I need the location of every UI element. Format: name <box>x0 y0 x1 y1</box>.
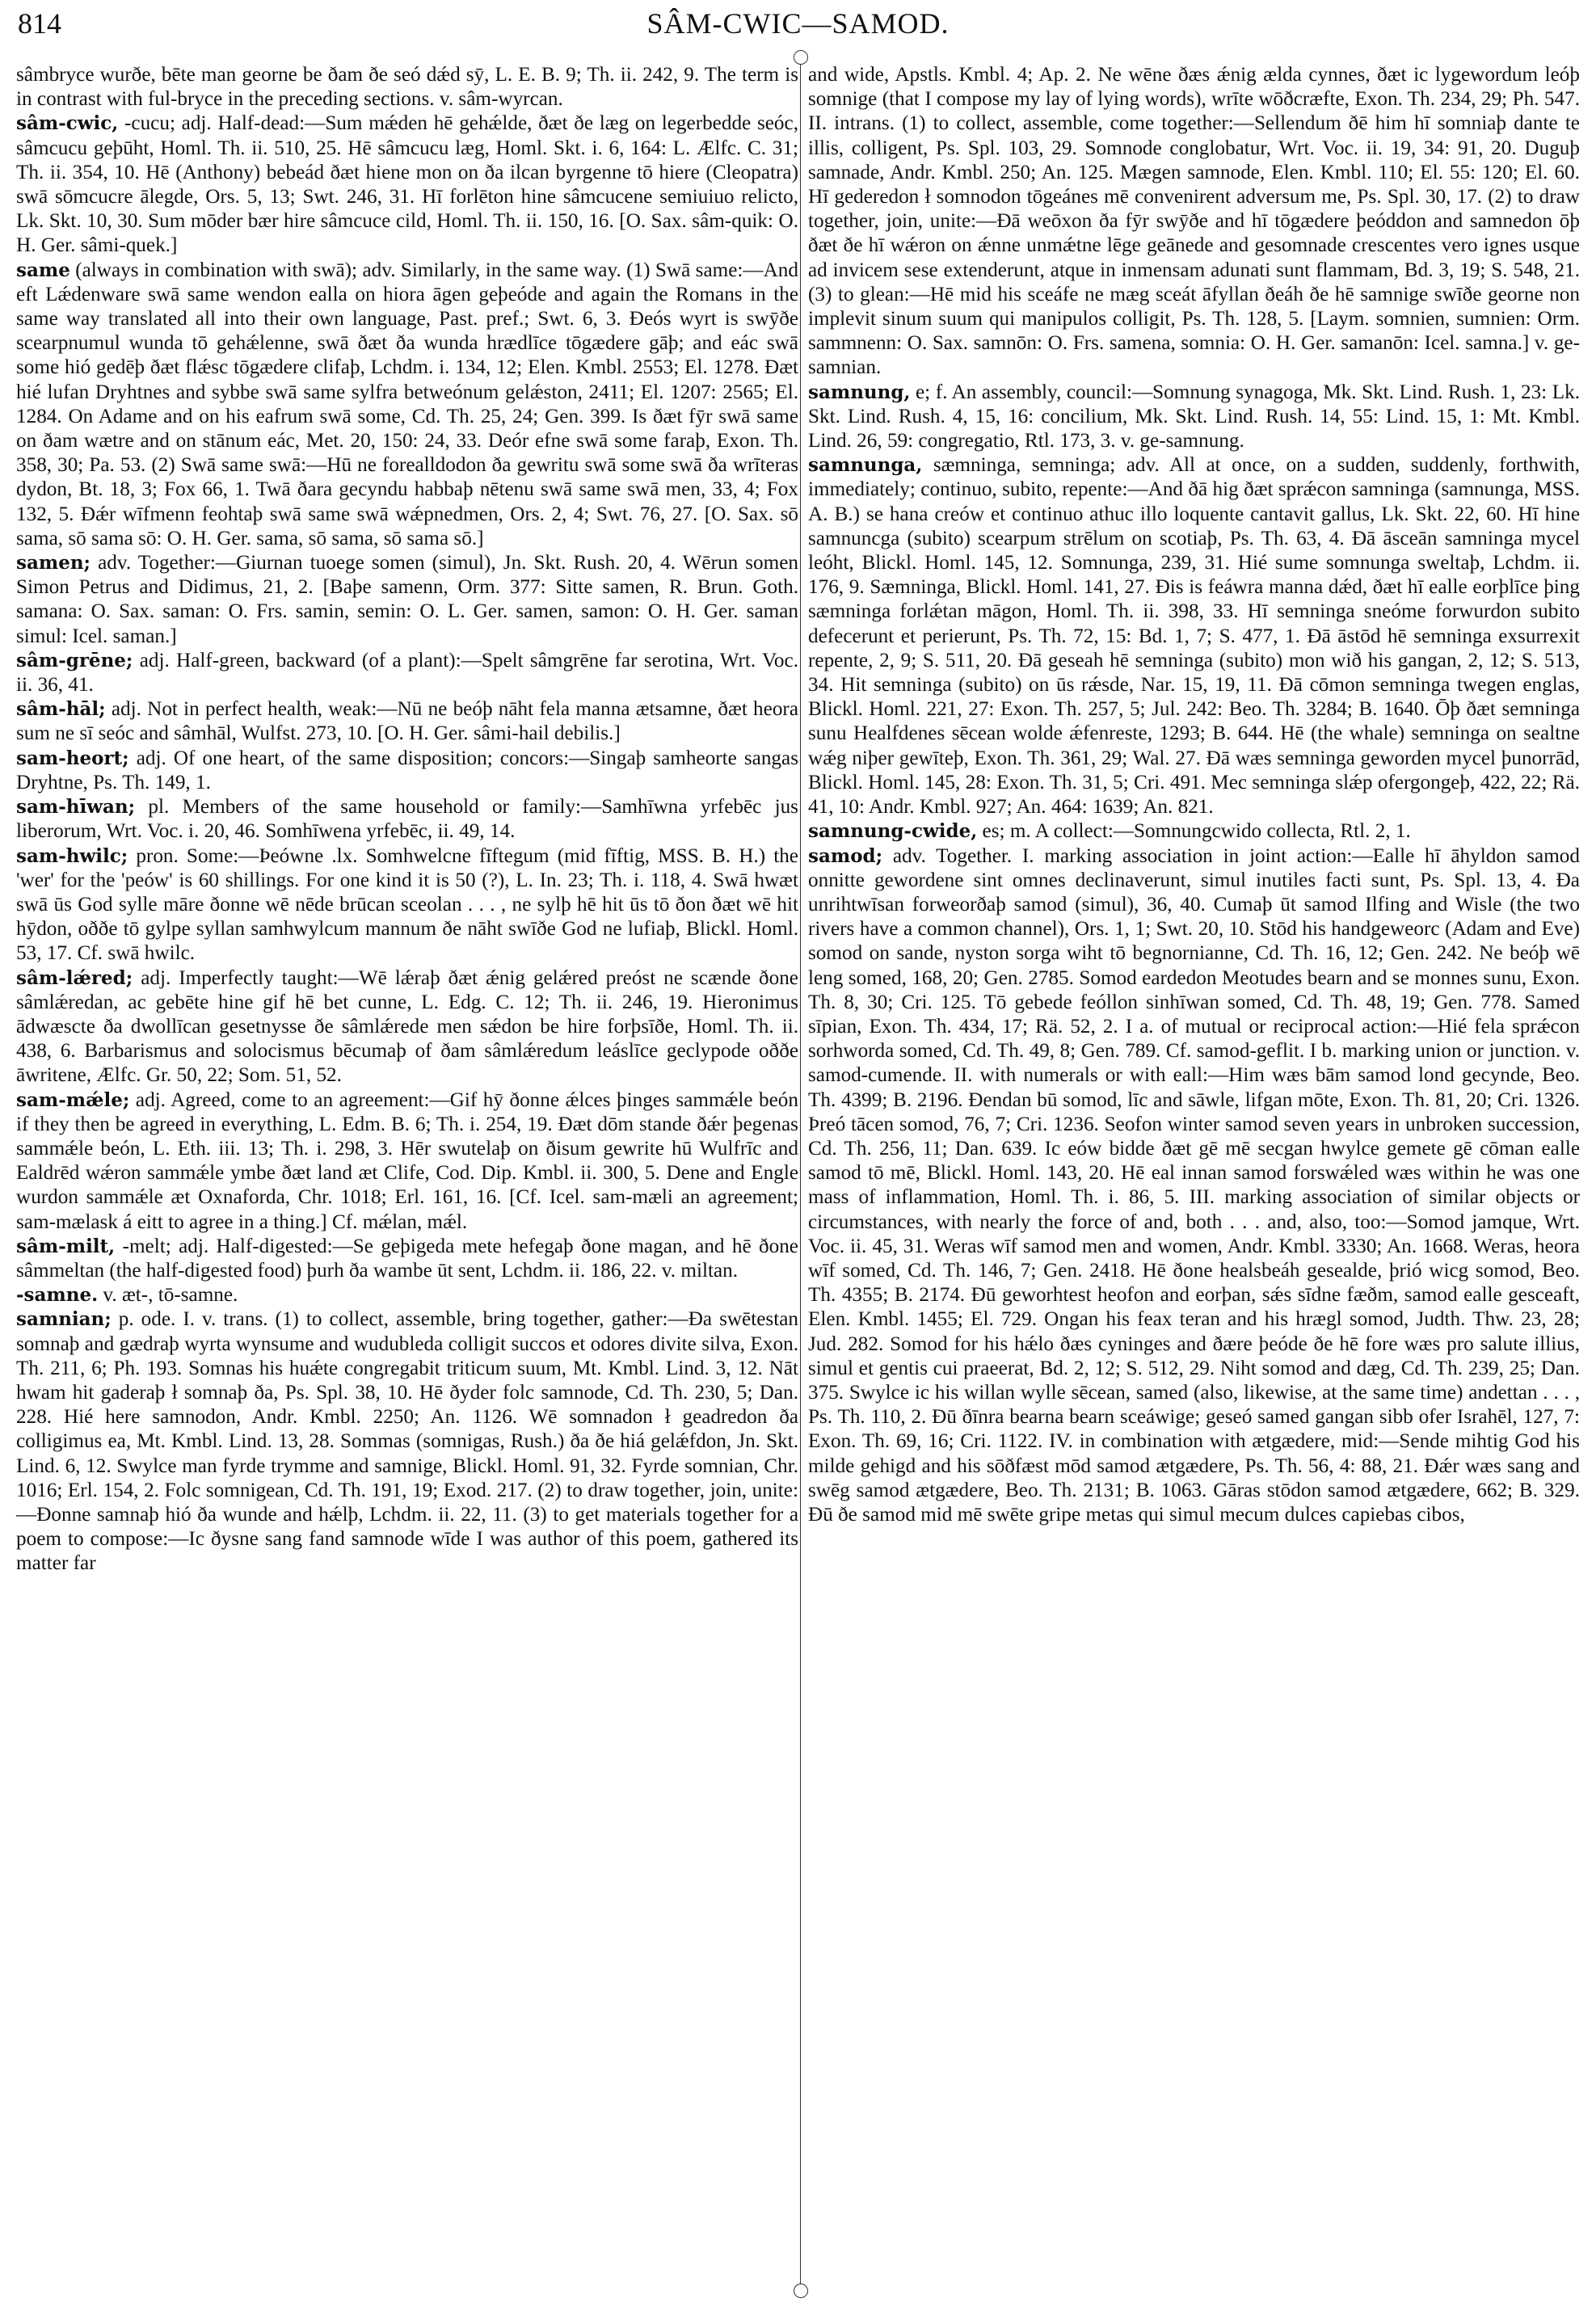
entry-headword: samnunga, <box>808 454 923 477</box>
entry-body: sâmbryce wurðe, bēte man georne be ðam ðe seó dǽd sȳ, L. E. B. 9; Th. ii. 242, 9. The term is in contrast with ful-bryce in the preceding sections. v. sâm-wyrcan. <box>16 64 798 111</box>
entry-headword: samod; <box>808 844 883 867</box>
entry-body: adj. Agreed, come to an agreement:—Gif hȳ ðonne ǽlces þinges sammǽle beón if they then be agreed in everything, L. Edm. B. 6; Th. i. 254, 19. Ðæt dōm stande ðǽr þegenas sammǽle beón, L. Eth. iii. 13; Th. i. 298, 3. Hēr swutelaþ on ðisum gewrite hū Wulfrīc and Ealdrēd wǽron sammǽle ymbe ðæt land æt Clife, Cod. Dip. Kmbl. ii. 300, 5. Dene and Engle wurdon sammǽle æt Oxnaforda, Chr. 1018; Erl. 161, 16. [Cf. Icel. sam-mæli an agreement; sam-mælask á eitt to agree in a thing.] Cf. mǽlan, mǽl. <box>16 1088 798 1233</box>
left-column <box>16 63 798 1576</box>
dictionary-entry <box>16 1088 798 1235</box>
entry-body: adj. Imperfectly taught:—Wē lǽraþ ðæt ǽnig gelǽred preóst ne scænde ðone sâmlǽredan, ac gebēte hine gif hē bet cunne, L. Edg. C. 12; Th. ii. 246, 19. Hieronimus ādwæscte ða dwollīcan gesetnysse ðe sâmlǽrede men sǽdon be hire forþsīðe, Homl. Th. ii. 438, 6. Barbarismus and solocismus bēcumaþ of ðam sâmlǽredum leáslīce geclypode oððe āwritene, Ælfc. Gr. 50, 22; Som. 51, 52. <box>16 966 798 1087</box>
entry-headword: samnian; <box>16 1308 112 1331</box>
right-column <box>808 63 1580 1527</box>
dictionary-entry <box>16 1283 798 1307</box>
page-number: 814 <box>18 7 61 40</box>
entry-headword: sâm-grēne; <box>16 649 133 671</box>
entry-headword: sam-hīwan; <box>16 796 136 819</box>
entry-headword: same <box>16 259 70 281</box>
dictionary-entry <box>16 649 798 697</box>
entry-body: and wide, Apstls. Kmbl. 4; Ap. 2. Ne wēne ðæs ǽnig ælda cynnes, ðæt ic lygewordum leóþ somnige (that I compose my lay of lying words), wrīte wōðcræfte, Exon. Th. 234, 29; Ph. 547. II. intrans. (1) to collect, assemble, come together:—Sellendum ðē him hī somniaþ dante te illis, colligent, Ps. Spl. 103, 29. Somnode conglobatur, Wrt. Voc. ii. 19, 34: 91, 20. Duguþ samnade, Andr. Kmbl. 250; An. 125. Mægen samnode, Elen. Kmbl. 110; El. 55: 120; El. 60. Hī gederedon ł somnodon tōgeánes mē convenirent adversum me, Ps. Spl. 30, 17. (2) to draw together, join, unite:—Ðā weōxon ða fȳr swȳðe and hī tōgædere þeóddon and samnedon ōþ ðæt ðe hī wǽron on ǽnne unmǽtne lēge geānede and gesomnade crescentes vero ignes usque ad invicem sese extenderunt, atque in inmensam adunati sunt flammam, Bd. 3, 19; S. 548, 21. (3) to glean:—Hē mid his sceáfe ne mæg sceát āfyllan ðeáh ðe hē samnige swīðe georne non implevit sinum suum qui manipulos colligit, Ps. Th. 128, 5. [Laym. somnien, sumnien: Orm. sammnenn: O. Sax. samnōn: O. Frs. samena, somnia: O. H. Ger. samanōn: Icel. samna.] v. ge-samnian. <box>808 64 1580 379</box>
column-divider <box>800 57 801 2287</box>
dictionary-entry <box>16 63 798 112</box>
page-header <box>18 6 1578 47</box>
entry-body: -melt; adj. Half-digested:—Se geþigeda mete hefegaþ ðone magan, and hē ðone sâmmeltan (the half-digested food) þurh ða wambe ūt sent, Lchdm. ii. 186, 22. v. miltan. <box>16 1235 798 1282</box>
dictionary-entry <box>808 63 1580 381</box>
entry-headword: sam-hwilc; <box>16 844 128 867</box>
entry-headword: sâm-milt, <box>16 1235 116 1257</box>
dictionary-entry <box>808 381 1580 454</box>
entry-body: pl. Members of the same household or family:—Samhīwna yrfebēc jus liberorum, Wrt. Voc. i. 20, 46. Somhīwena yrfebēc, ii. 49, 14. <box>16 796 798 843</box>
dictionary-entry <box>808 819 1580 844</box>
entry-headword: sâm-cwic, <box>16 112 119 135</box>
entry-headword: sâm-lǽred; <box>16 966 133 989</box>
dictionary-entry <box>16 551 798 649</box>
entry-body: pron. Some:—Þeówne .lx. Somhwelcne fīftegum (mid fīftig, MSS. B. H.) the 'wer' for the 'peów' is 60 shillings. For one kind it is 50 (?), L. In. 23; Th. i. 118, 4. Swā hwæt swā ūs God sylle māre ðonne wē nēde brūcan sceolan . . . , ne sylþ hē hit ūs tō ðon ðæt wē hit hȳdon, oððe tō gylpe syllan samhwylcum mannum ðe nāht swīðe God ne lufiaþ, Blickl. Homl. 53, 17. Cf. swā hwilc. <box>16 844 798 965</box>
entry-body: adv. Together:—Giurnan tuoege somen (simul), Jn. Skt. Rush. 20, 4. Wērun somen Simon Petrus and Didimus, 21, 2. [Baþe samenn, Orm. 377: Sitte samen, R. Brun. Goth. samana: O. Sax. saman: O. Frs. samin, semin: O. L. Ger. samen, samon: O. H. Ger. saman simul: Icel. saman.] <box>16 552 798 647</box>
entry-body: p. ode. I. v. trans. (1) to collect, assemble, bring together, gather:—Ða swētestan somnaþ and gædraþ wyrta wynsume and wudubleda colligit succos et odores divite silva, Exon. Th. 211, 6; Ph. 193. Somnas his huǽte congregabit triticum suum, Mt. Kmbl. Lind. 3, 12. Nāt hwam hit gaderaþ ł somnaþ ða, Ps. Spl. 38, 10. Hē ðyder folc samnode, Cd. Th. 230, 5; Dan. 228. Hié here samnodon, Andr. Kmbl. 2250; An. 1126. Wē somnadon ł geadredon ða colligimus ea, Mt. Kmbl. Lind. 13, 28. Sommas (somnigas, Rush.) ða ðe hiá gelǽfdon, Jn. Skt. Lind. 6, 12. Swylce man fyrde trymme and samnige, Blickl. Homl. 91, 32. Fyrde somnian, Chr. 1016; Erl. 154, 2. Folc somnigean, Cd. Th. 191, 19; Exod. 217. (2) to draw together, join, unite:—Ðonne samnaþ hió ða wunde and hǽlþ, Lchdm. ii. 22, 11. (3) to get materials together for a poem to compose:—Ic ðysne sang fand samnode wīde I was author of this poem, gathered its matter far <box>16 1308 798 1575</box>
entry-body: adj. Of one heart, of the same disposition; concors:—Singaþ samheorte sangas Dryhtne, Ps. Th. 149, 1. <box>16 747 798 793</box>
entry-headword: samnung, <box>808 381 911 403</box>
page-title: SÂM-CWIC—SAMOD. <box>646 7 950 40</box>
dictionary-entry <box>16 1307 798 1576</box>
entry-headword: sam-heort; <box>16 747 129 769</box>
dictionary-entry <box>16 795 798 844</box>
entry-headword: samen; <box>16 552 91 575</box>
entry-body: sæmninga, semninga; adv. All at once, on a sudden, suddenly, forthwith, immediately; continuo, subito, repente:—And ðā hig ðæt sprǽcon samninga (samnunga, MSS. A. B.) se hana creów et continuo athuc illo loquente cantavit gallus, Lk. Skt. 22, 60. Hī hine samnuncga (subito) scearpum strēlum on scotiaþ, Ps. Th. 63, 4. Ðā āsceān samninga mycel leóht, Blickl. Homl. 145, 12. Somnunga, 239, 31. Hié sume somnunga sweltaþ, Lchdm. ii. 176, 9. Sæmninga, Blickl. Homl. 141, 27. Ðis is feáwra manna dǽd, ðæt hī ealle eorþlīce þing sæmninga forlǽtan māgon, Homl. Th. ii. 398, 33. Hī semninga sneóme forwurdon subito defecerunt et perierunt, Ps. Th. 72, 15: Bd. 1, 7; S. 477, 1. Ðā āstōd hē semninga exsurrexit repente, 2, 9; S. 511, 20. Ðā geseah hē semninga (subito) mon wið his gangan, 2, 12; S. 513, 34. Hit semninga (subito) on ūs rǽsde, Nar. 15, 19, 11. Ðā cōmon semninga twegen englas, Blickl. Homl. 221, 27: Exon. Th. 257, 5; Jul. 242: Beo. Th. 3284; B. 1640. Ōþ ðæt semninga sunu Healfdenes sēcean wolde ǽfenreste, 1293; B. 644. Hē (the whale) semninga on sealtne wǽg niþer gewīteþ, Exon. Th. 361, 29; Wal. 27. Ðā wæs semninga geworden mycel þunorrād, Blickl. Homl. 145, 28: Exon. Th. 31, 5; Cri. 491. Mec semninga slǽp ofergongeþ, 422, 22; Rä. 41, 10: Andr. Kmbl. 927; An. 464: 1639; An. 821. <box>808 454 1580 819</box>
dictionary-entry <box>808 453 1580 819</box>
entry-headword: samnung-cwide, <box>808 820 978 843</box>
entry-body: es; m. A collect:—Somnungcwido collecta, Rtl. 2, 1. <box>977 820 1411 843</box>
dictionary-entry <box>16 112 798 258</box>
dictionary-entry <box>16 966 798 1088</box>
entry-body: adj. Not in perfect health, weak:—Nū ne beóþ nāht fela manna ætsamne, ðæt heora sum ne sī seóc and sâmhāl, Wulfst. 273, 10. [O. H. Ger. sâmi-hail debilis.] <box>16 698 798 745</box>
entry-headword: sâm-hāl; <box>16 698 106 721</box>
entry-body: adj. Half-green, backward (of a plant):—Spelt sâmgrēne far serotina, Wrt. Voc. ii. 36, 41. <box>16 649 798 697</box>
entry-body: e; f. An assembly, council:—Somnung synagoga, Mk. Skt. Lind. Rush. 1, 23: Lk. Skt. Lind. Rush. 4, 15, 16: concilium, Mk. Skt. Lind. Rush. 14, 55: Lind. 15, 1: Mt. Kmbl. Lind. 26, 59: congregatio, Rtl. 173, 3. v. ge-samnung. <box>808 381 1580 453</box>
entry-headword: sam-mǽle; <box>16 1088 130 1111</box>
divider-ornament-top <box>794 50 808 65</box>
dictionary-entry <box>808 844 1580 1528</box>
entry-body: -cucu; adj. Half-dead:—Sum mǽden hē gehǽlde, ðæt ðe læg on legerbedde seóc, sâmcucu geþūht, Homl. Th. ii. 510, 25. Hē sâmcucu læg, Homl. Skt. i. 6, 164: L. Ælfc. C. 31; Th. ii. 354, 10. Hē (Anthony) bebeád ðæt hiene mon on ða ilcan byrgenne tō hiere (Cleopatra) swā sōmcucre ālegde, Ors. 5, 13; Swt. 246, 31. Hī forlēton hine sâmcucene semiuiuo relicto, Lk. Skt. 10, 30. Sum mōder bær hire sâmcuce cild, Homl. Th. ii. 150, 16. [O. Sax. sâm-quik: O. H. Ger. sâmi-quek.] <box>16 112 798 257</box>
dictionary-entry <box>16 259 798 551</box>
entry-body: (always in combination with swā); adv. Similarly, in the same way. (1) Swā same:—And eft Lǽdenware swā same wendon ealla on hiora āgen geþeóde and again the Romans in the same way translated all into their own language, Past. pref.; Swt. 6, 3. Ðeós wyrt is swȳðe scearpnumul wunda tō gehǽlenne, swā ðæt ða wunda hrædlīce tōgædere gāþ; and eác swā some hió gedēþ ðæt flǽsc tōgædere clifaþ, Lchdm. i. 134, 12; Elen. Kmbl. 2553; El. 1278. Ðæt hié lufan Dryhtnes and sybbe swā same sylfra betweónum gelǽston, 2411; El. 1207: 2565; El. 1284. On Adame and on his eafrum swā some, Cd. Th. 25, 24; Gen. 399. Is ðæt fȳr swā same on ðam wætre and on stānum eác, Met. 20, 150: 24, 33. Deór efne swā some faraþ, Exon. Th. 358, 30; Pa. 53. (2) Swā same swā:—Hū ne forealldodon ða gewritu swā some swā ða wrīteras dydon, Bt. 18, 3; Fox 66, 1. Twā ðara gecyndu habbaþ nētenu swā same swā men, 33, 4; Fox 132, 5. Ðǽr wīfmenn feohtaþ swā same swā wǽpnedmen, Ors. 2, 4; Swt. 76, 27. [O. Sax. sō sama, sō sama sō: O. H. Ger. sama, sō sama, sō sama sō.] <box>16 259 798 549</box>
dictionary-entry <box>16 697 798 746</box>
entry-body: adv. Together. I. marking association in joint action:—Ealle hī āhyldon samod onnitte gewordene sint omnes declinaverunt, simul inutiles facti sunt, Ps. Spl. 13, 4. Ða unrihtwīsan forweorðaþ samod (simul), 36, 40. Cumaþ ūt samod Ilfing and Wisle (the two rivers have a common channel), Ors. 1, 1; Swt. 20, 10. Stōd his handgeweorc (Adam and Eve) somod on sande, nyston sorga wiht tō begnornianne, Cd. Th. 16, 12; Gen. 242. Ne beóþ wē leng somed, 168, 20; Gen. 2785. Somod eardedon Meotudes bearn and se monnes sunu, Exon. Th. 8, 30; Cri. 125. Tō gebede feóllon sinhīwan somed, Cd. Th. 48, 19; Gen. 778. Samed sīpian, Exon. Th. 434, 17; Rä. 52, 2. I a. of mutual or reciprocal action:—Hié fela sprǽcon sorhworda somed, Cd. Th. 49, 8; Gen. 789. Cf. samod-geflit. I b. marking union or junction. v. samod-cumende. II. with numerals or with eall:—Him wæs bām samod lond gecynde, Beo. Th. 4399; B. 2196. Ðendan bū somod, līc and sāwle, lifgan mōte, Exon. Th. 81, 20; Cri. 1326. Þreó tācen somod, 76, 7; Cri. 1236. Seofon winter samod seven years in unbroken succession, Cd. Th. 256, 11; Dan. 639. Ic eów bidde ðæt gē mē secgan hwylce gemete gē cōman ealle samod tō mē, Blickl. Homl. 143, 20. Hē eal innan samod forswǽled wæs within he was one mass of inflammation, Homl. Th. i. 86, 5. III. marking association of similar objects or circumstances, with nearly the force of and, both . . . and, also, too:—Somod jamque, Wrt. Voc. ii. 45, 31. Weras wīf samod men and women, Andr. Kmbl. 3330; An. 1668. Weras, heora wīf somed, Cd. Th. 146, 7; Gen. 2418. Hē ðone healsbeáh gesealde, þrió wicg somod, Beo. Th. 4355; B. 2174. Ðū geworhtest heofon and eorþan, sǽs sīdne fæðm, samod ealle gesceaft, Elen. Kmbl. 1455; El. 729. Ongan his feax teran and his hrægl somod, Judth. Thw. 23, 28; Jud. 282. Somod for his hǽlo ðæs cyninges and ðære þeóde ðe hē fore wæs pro salute illius, simul et gentis cui praeerat, Bd. 2, 12; S. 512, 29. Niht somod and dæg, Cd. Th. 239, 25; Dan. 375. Swylce ic his willan wylle sēcean, samed (also, likewise, at the same time) andettan . . . , Ps. Th. 110, 2. Ðū ðīnra bearna bearn sceáwige; geseó samed gangan sibb ofer Israhēl, 127, 7: Exon. Th. 69, 16; Cri. 1122. IV. in combination with ætgædere, mid:—Sende mihtig God his milde gehigd and his sōðfæst mōd samod ætgædere, Ps. Th. 56, 4: 88, 21. Ðǽr wæs sang and swēg samod ætgædere, Beo. Th. 2131; B. 1063. Gāras stōdon samod ætgædere, 662; B. 329. Ðū ðe samod mid mē swēte gripe metas qui simul mecum dulces capiebas cibos, <box>808 844 1580 1526</box>
entry-body: v. æt-, tō-samne. <box>98 1284 238 1307</box>
dictionary-entry <box>16 1235 798 1283</box>
dictionary-entry <box>16 844 798 966</box>
dictionary-entry <box>16 747 798 795</box>
entry-headword: -samne. <box>16 1284 99 1307</box>
divider-ornament-bottom <box>794 2284 808 2298</box>
